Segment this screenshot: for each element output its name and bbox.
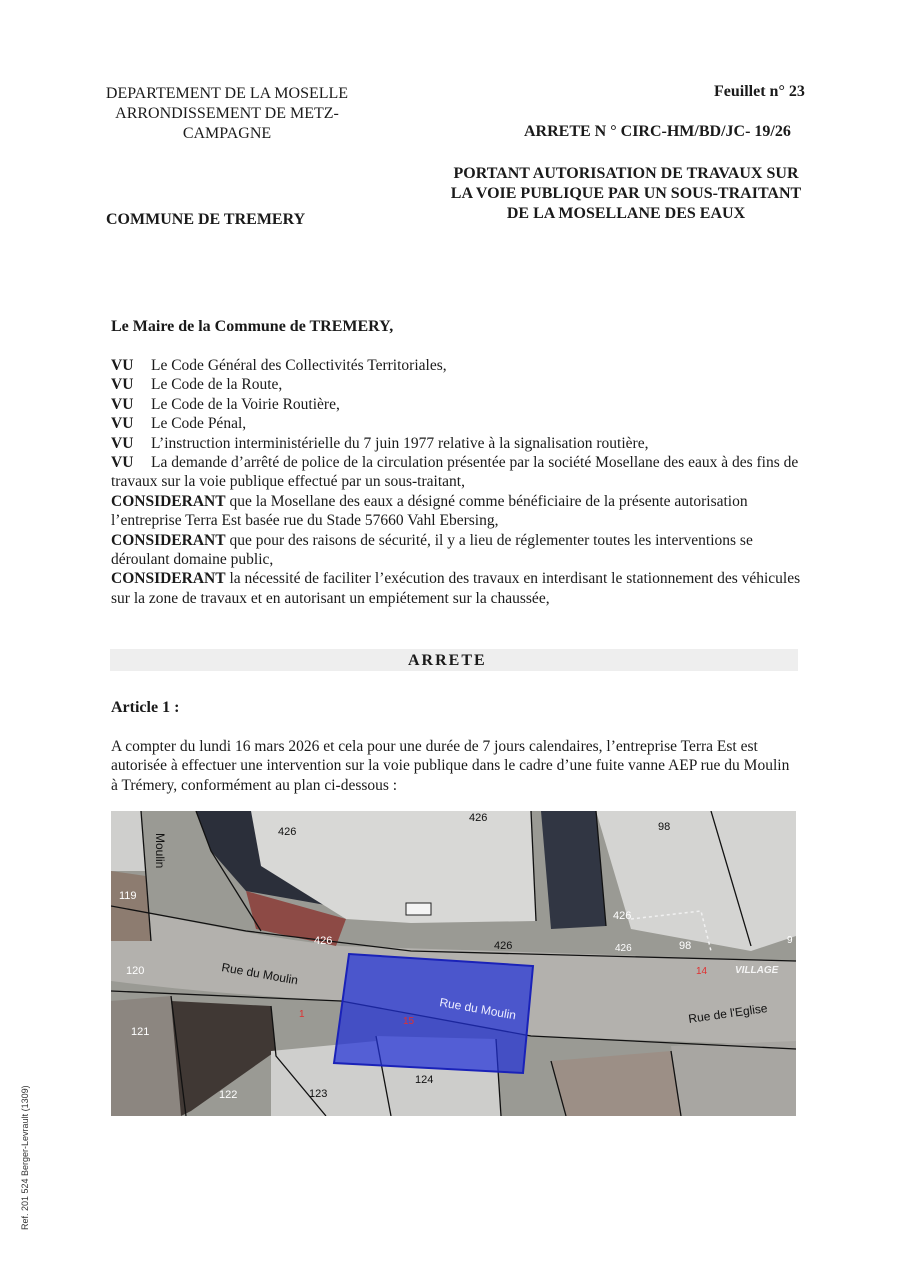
vu-item xyxy=(111,395,801,414)
building-roof xyxy=(111,871,151,941)
article-1-text: A compter du lundi 16 mars 2026 et cela pour une durée de 7 jours calendaires, l’entreprise Terra Est est autorisée à effectuer une intervention sur la voie publique dans le cadre d’une fuite vanne AEP rue du Moulin à Trémery, conformément au plan ci-dessous : xyxy=(111,738,790,794)
address-number-1: 1 xyxy=(299,1009,305,1020)
vu-label: VU xyxy=(111,434,134,452)
site-plan-map xyxy=(111,811,796,1116)
parcel-label-426: 426 xyxy=(615,943,632,954)
maire-heading: Le Maire de la Commune de TREMERY, xyxy=(111,318,394,335)
street-label-rue-du-moulin-zone: Rue du Moulin xyxy=(438,995,518,1023)
street-label-rue-de-l-eglise: Rue de l'Eglise xyxy=(687,1001,769,1026)
header-left xyxy=(96,84,358,144)
building-dark xyxy=(541,811,606,929)
parcel-label-121: 121 xyxy=(131,1026,150,1038)
building-roof xyxy=(111,996,181,1116)
street-label-rue-du-moulin: Rue du Moulin xyxy=(220,960,300,988)
vu-text: L’instruction interministérielle du 7 juin 1977 relative à la signalisation routière, xyxy=(151,434,649,452)
vu-label: VU xyxy=(111,415,134,433)
vu-text: Le Code Pénal, xyxy=(151,415,247,433)
locality-label-village: VILLAGE xyxy=(735,965,779,976)
parcel-label-426: 426 xyxy=(613,910,632,922)
vu-label: VU xyxy=(111,395,134,413)
vu-item xyxy=(111,375,801,394)
parcel-label-120: 120 xyxy=(126,965,145,977)
parcel-label-122: 122 xyxy=(219,1089,238,1101)
vu-label: VU xyxy=(111,376,134,394)
vu-item xyxy=(111,414,801,433)
considerant-text: la nécessité de faciliter l’exécution des travaux en interdisant le stationnement des véhicules sur la zone de travaux et en autorisant un empiétement sur la chaussée, xyxy=(111,570,801,607)
vu-label: VU xyxy=(111,454,134,472)
parcel-label-426: 426 xyxy=(494,940,513,952)
parcel-label-123: 123 xyxy=(309,1088,328,1100)
preamble xyxy=(111,356,801,608)
vu-text: Le Code de la Route, xyxy=(151,376,283,394)
address-number-15: 15 xyxy=(403,1016,415,1027)
vu-item xyxy=(111,453,801,492)
parcel-label-119: 119 xyxy=(119,890,137,902)
vu-text: Le Code de la Voirie Routière, xyxy=(151,395,340,413)
vu-label: VU xyxy=(111,357,134,374)
considerant-text: que la Mosellane des eaux a désigné comme bénéficiaire de la présente autorisation l’entreprise Terra Est basée rue du Stade 57660 Vahl Ebersing, xyxy=(111,492,748,530)
small-structure xyxy=(406,903,431,915)
considerant-label: CONSIDERANT xyxy=(111,531,226,549)
parcel-label-426: 426 xyxy=(469,812,488,824)
arrete-subject: PORTANT AUTORISATION DE TRAVAUX SUR LA VOIE PUBLIQUE PAR UN SOUS-TRAITANT DE LA MOSELLANE DES EAUX xyxy=(450,165,802,222)
considerant-item xyxy=(111,531,801,570)
considerant-label: CONSIDERANT xyxy=(111,492,226,510)
parcel-label-98: 98 xyxy=(679,940,692,952)
vu-text: Le Code Général des Collectivités Territoriales, xyxy=(151,357,447,374)
vu-text: La demande d’arrêté de police de la circulation présentée par la société Mosellane des eaux à des fins de travaux sur la voie publique effectué par un sous-traitant, xyxy=(111,454,799,491)
map-label-moulin-vertical: Moulin xyxy=(153,833,167,869)
parcel-label-124: 124 xyxy=(415,1074,434,1086)
vu-item xyxy=(111,356,801,375)
arrete-number: ARRETE N ° CIRC-HM/BD/JC- 19/26 xyxy=(524,123,791,140)
address-number-9: 9 xyxy=(787,935,793,946)
vu-item xyxy=(111,434,801,453)
arrete-title: ARRETE xyxy=(408,652,487,669)
building-roof xyxy=(111,811,146,871)
considerant-label: CONSIDERANT xyxy=(111,570,226,588)
parcel-label-426: 426 xyxy=(278,826,297,838)
commune-name: COMMUNE DE TREMERY xyxy=(106,211,306,228)
article-1-title: Article 1 : xyxy=(111,699,180,716)
building-roof xyxy=(671,1041,796,1116)
building-roof xyxy=(551,1051,681,1116)
parcel-label-98: 98 xyxy=(658,821,671,833)
parcel-label-426: 426 xyxy=(314,935,333,947)
departement: DEPARTEMENT DE LA MOSELLE xyxy=(105,85,349,102)
map-svg xyxy=(111,811,796,1116)
arrondissement: ARRONDISSEMENT DE METZ-CAMPAGNE xyxy=(115,105,339,142)
feuillet-number: Feuillet n° 23 xyxy=(714,83,805,100)
considerant-text: que pour des raisons de sécurité, il y a lieu de réglementer toutes les interventions se déroulant domaine public, xyxy=(111,531,753,569)
address-number-14: 14 xyxy=(696,966,708,977)
considerant-item xyxy=(111,569,801,608)
considerant-item xyxy=(111,492,801,531)
reference-note: Ref. 201 524 Berger-Levrault (1309) xyxy=(20,1085,30,1230)
